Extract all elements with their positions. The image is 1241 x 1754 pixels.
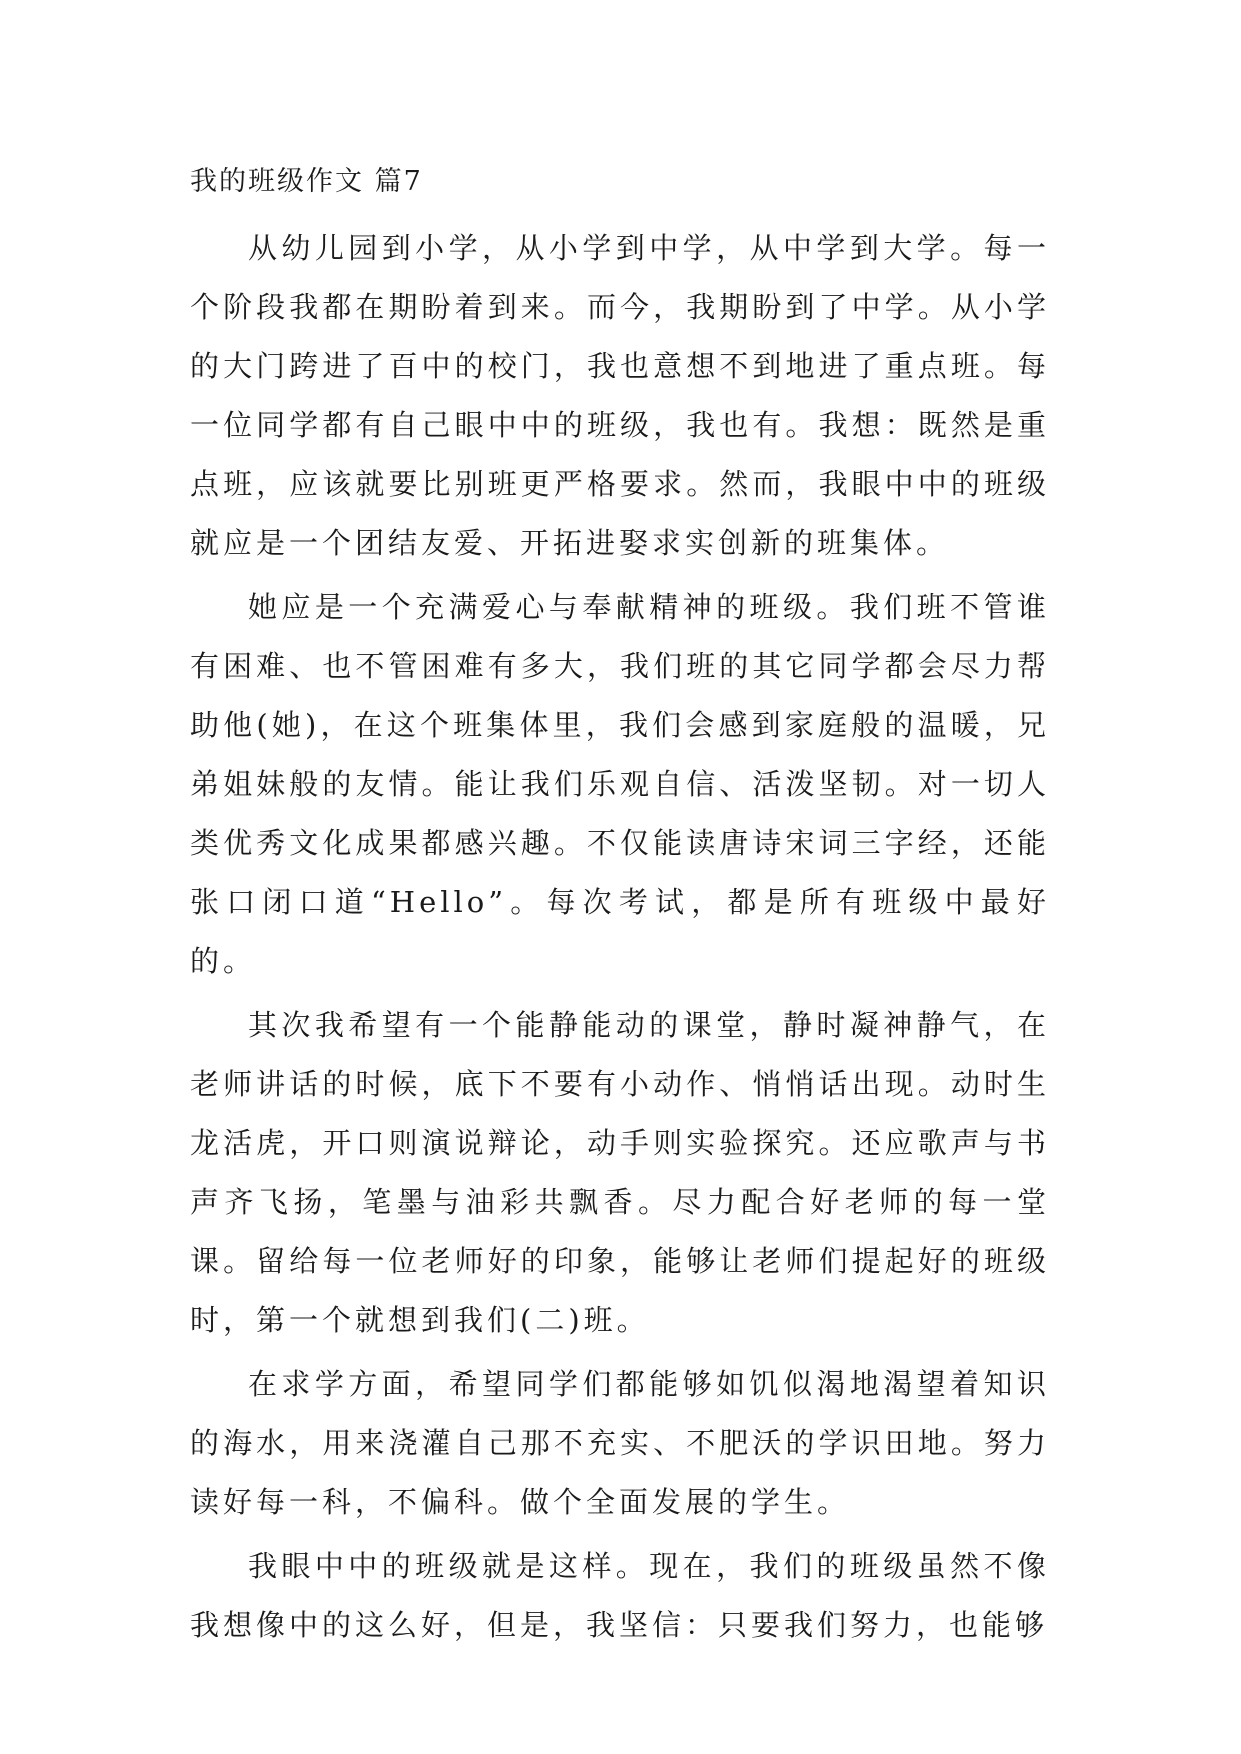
paragraph-1: 从幼儿园到小学，从小学到中学，从中学到大学。每一个阶段我都在期盼着到来。而今，我期盼到了中学。从小学的大门跨进了百中的校门，我也意想不到地进了重点班。每一位同学都有自己眼中中的班级，我也有。我想：既然是重点班，应该就要比别班更严格要求。然而，我眼中中的班级就应是一个团结友爱、开拓进娶求实创新的班集体。: [190, 231, 1050, 560]
paragraph-2: 她应是一个充满爱心与奉献精神的班级。我们班不管谁有困难、也不管困难有多大，我们班的其它同学都会尽力帮助他(她)，在这个班集体里，我们会感到家庭般的温暖，兄弟姐妹般的友情。能让我们乐观自信、活泼坚韧。对一切人类优秀文化成果都感兴趣。不仅能读唐诗宋词三字经，还能张口闭口道“Hello”。每次考试，都是所有班级中最好的。: [190, 590, 1050, 978]
paragraph-3: 其次我希望有一个能静能动的课堂，静时凝神静气，在老师讲话的时候，底下不要有小动作、悄悄话出现。动时生龙活虎，开口则演说辩论，动手则实验探究。还应歌声与书声齐飞扬，笔墨与油彩共飘香。尽力配合好老师的每一堂课。留给每一位老师好的印象，能够让老师们提起好的班级时，第一个就想到我们(二)班。: [190, 1008, 1050, 1337]
paragraph-4: 在求学方面，希望同学们都能够如饥似渴地渴望着知识的海水，用来浇灌自己那不充实、不肥沃的学识田地。努力读好每一科，不偏科。做个全面发展的学生。: [190, 1367, 1050, 1519]
document-title: 我的班级作文 篇7: [190, 166, 423, 197]
paragraph-5: 我眼中中的班级就是这样。现在，我们的班级虽然不像我想像中的这么好，但是，我坚信：只要我们努力，也能够: [190, 1549, 1050, 1642]
document-body: [190, 165, 1050, 1660]
